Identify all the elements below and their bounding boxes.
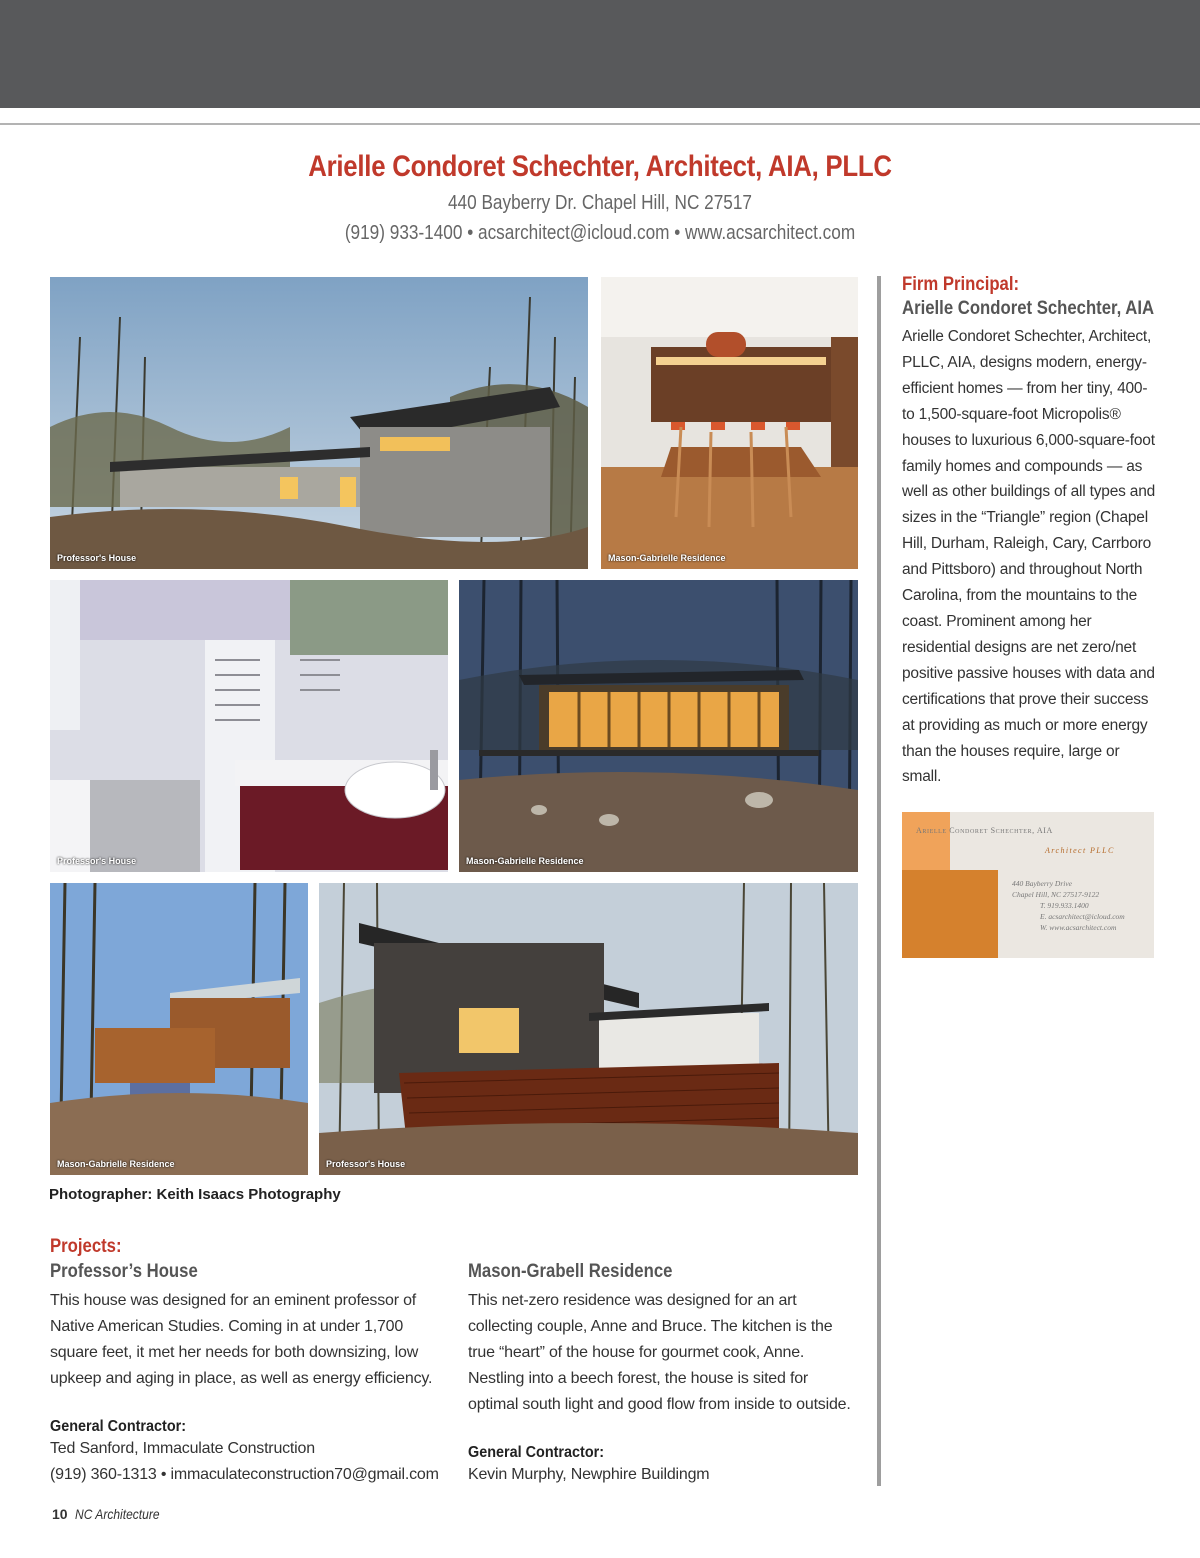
sidebar-heading: Firm Principal: — [902, 274, 1020, 295]
photo-mason-gabrielle-night — [459, 580, 858, 872]
contractor-name: Kevin Murphy, Newphire Buildingm — [468, 1466, 710, 1483]
header-rule — [0, 123, 1200, 125]
card-color-block — [902, 870, 998, 958]
firm-header — [0, 150, 1200, 245]
project-professors-house — [50, 1261, 442, 1488]
photo-caption: Mason-Gabrielle Residence — [466, 856, 584, 866]
card-email: E. acsarchitect@icloud.com — [1040, 912, 1125, 921]
card-name: Arielle Condoret Schechter, AIA — [916, 826, 1053, 835]
card-subtitle: Architect PLLC — [1045, 846, 1115, 855]
page-footer — [52, 1506, 174, 1522]
principal-bio: Arielle Condoret Schechter, Architect, PLLC, AIA, designs modern, energy-efficient homes — from her tiny, 400- to 1,500-square-foot Micropolis® houses to luxurious 6,000-square-foot family homes and compounds — as well as other buildings of all types and sizes in the “Triangle” region (Chapel Hill, Durham, Raleigh, Cary, Carrboro and Pittsboro) and throughout North Carolina, from the mountains to the coast. Prominent among her residential designs are net zero/net positive passive houses with data and certifications that prove their success at providing as much or more energy than the houses require, large or small. — [902, 328, 1156, 786]
column-divider — [877, 276, 881, 1486]
project-title: Mason-Grabell Residence — [468, 1261, 673, 1282]
card-city: Chapel Hill, NC 27517-9122 — [1012, 890, 1100, 899]
photo-caption: Professor's House — [57, 856, 137, 866]
card-color-block — [902, 812, 950, 870]
card-details — [1012, 878, 1125, 933]
photo-professors-house-rear — [319, 883, 858, 1175]
photo-professors-house-bathroom — [50, 580, 448, 872]
firm-principal-sidebar — [902, 274, 1162, 790]
project-description: This net-zero residence was designed for an art collecting couple, Anne and Bruce. The kitchen is the true “heart” of the house for gourmet cook, Anne. Nestling into a beech forest, the house is sited for optimal south light and good flow from inside to outside. — [468, 1292, 851, 1413]
project-description: This house was designed for an eminent professor of Native American Studies. Coming in at under 1,700 square feet, it met her needs for both downsizing, low upkeep and aging in place, as well as energy efficiency. — [50, 1292, 433, 1387]
photo-caption: Professor's House — [57, 553, 137, 563]
contractor-contact: (919) 360-1313 • immaculateconstruction70@gmail.com — [50, 1466, 439, 1483]
card-web: W. www.acsarchitect.com — [1040, 923, 1117, 932]
principal-name: Arielle Condoret Schechter, AIA — [902, 298, 1155, 319]
project-title: Professor’s House — [50, 1261, 198, 1282]
contractor-name: Ted Sanford, Immaculate Construction — [50, 1440, 315, 1457]
photo-credit: Photographer: Keith Isaacs Photography — [49, 1186, 341, 1203]
card-street: 440 Bayberry Drive — [1012, 879, 1072, 888]
contractor-label: General Contractor: — [468, 1444, 605, 1461]
photo-caption: Mason-Gabrielle Residence — [57, 1159, 175, 1169]
contractor-label: General Contractor: — [50, 1418, 187, 1435]
project-mason-grabell — [468, 1261, 860, 1488]
firm-name: Arielle Condoret Schechter, Architect, AIA, PLLC — [308, 150, 892, 183]
photo-professors-house-exterior — [50, 277, 588, 569]
firm-address: 440 Bayberry Dr. Chapel Hill, NC 27517 — [447, 192, 753, 214]
photo-caption: Mason-Gabrielle Residence — [608, 553, 726, 563]
publication-name: NC Architecture — [75, 1506, 160, 1522]
business-card — [902, 812, 1154, 958]
firm-contact: (919) 933-1400 • acsarchitect@icloud.com • www.acsarchitect.com — [344, 222, 856, 244]
top-banner — [0, 0, 1200, 108]
photo-caption: Professor's House — [326, 1159, 406, 1169]
photo-mason-gabrielle-dining — [601, 277, 858, 569]
page-number: 10 — [52, 1506, 68, 1522]
card-phone: T. 919.933.1400 — [1040, 901, 1089, 910]
photo-mason-gabrielle-day — [50, 883, 308, 1175]
projects-heading: Projects: — [50, 1236, 122, 1257]
